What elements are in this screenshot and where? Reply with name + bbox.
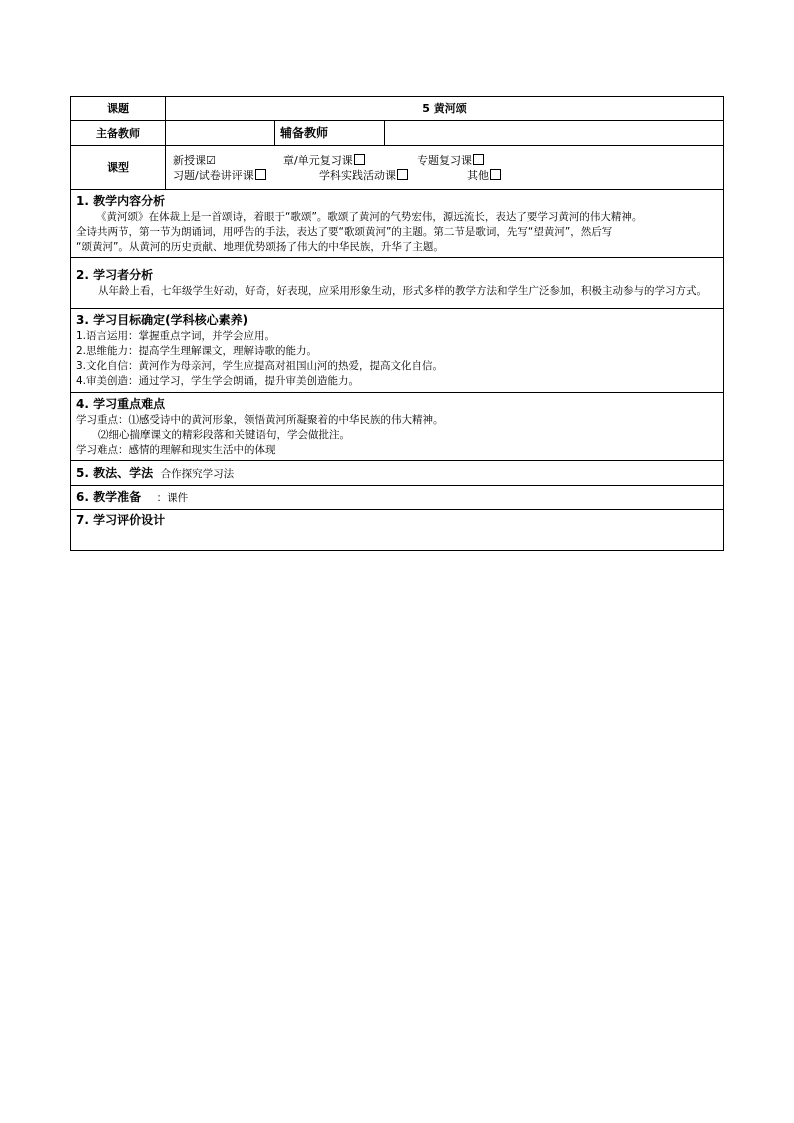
main-teacher-label: 主备教师: [71, 121, 166, 146]
checkbox-topic-review[interactable]: [473, 154, 484, 165]
evaluation-row: [71, 510, 724, 551]
key-focus-1: 学习重点：⑴感受诗中的黄河形象，领悟黄河所凝聚着的中华民族的伟大精神。: [76, 413, 444, 426]
evaluation-cell: [71, 510, 724, 551]
methods-title: 5. 教法、学法: [76, 465, 154, 480]
methods-cell: [71, 461, 724, 486]
content-analysis-title: 1. 教学内容分析: [76, 193, 166, 208]
content-analysis-text: [76, 210, 718, 255]
content-analysis-row: [71, 190, 724, 258]
lesson-type-row-2: [173, 168, 718, 183]
learning-objectives-row: [71, 309, 724, 393]
checkbox-practice-activity[interactable]: [397, 169, 408, 180]
objective-item-1: 1.语言运用：掌握重点字词，并学会应用。: [76, 330, 276, 342]
preparation-title: 6. 教学准备: [76, 490, 142, 504]
option-unit-review[interactable]: 章/单元复习课: [283, 153, 417, 168]
assist-teacher-label: 辅备教师: [275, 121, 385, 146]
lesson-plan-table: [70, 96, 724, 551]
main-teacher-value[interactable]: [166, 121, 275, 146]
content-analysis-cell: [71, 190, 724, 258]
content-analysis-line-1: 《黄河颂》在体裁上是一首颂诗，着眼于“歌颂”。歌颂了黄河的气势宏伟，源远流长，表达了要学习黄河的伟大精神。: [96, 210, 643, 223]
evaluation-title: 7. 学习评价设计: [76, 513, 166, 527]
learning-objectives-title: 3. 学习目标确定(学科核心素养): [76, 313, 249, 327]
key-focus-2: ⑵细心揣摩课文的精彩段落和关键语句，学会做批注。: [98, 428, 350, 441]
key-points-title: 4. 学习重点难点: [76, 396, 166, 411]
option-topic-review[interactable]: 专题复习课: [417, 153, 484, 168]
content-analysis-line-2: 全诗共两节，第一节为朗诵词，用呼告的手法，表达了要“歌颂黄河”的主题。第二节是歌词，先写“望黄河”，然后写: [76, 225, 613, 238]
lesson-type-options: [166, 146, 724, 190]
assist-teacher-value[interactable]: [385, 121, 724, 146]
option-other[interactable]: 其他: [467, 168, 501, 183]
key-points-row: [71, 393, 724, 461]
learner-analysis-text: 从年龄上看，七年级学生好动，好奇，好表现，应采用形象生动，形式多样的教学方法和学生广泛参加，积极主动参与的学习方式。: [98, 285, 707, 297]
lesson-type-row: [71, 146, 724, 190]
preparation-value: ：课件: [156, 492, 189, 504]
topic-label: 课题: [71, 97, 166, 121]
lesson-type-label: 课型: [71, 146, 166, 190]
content-analysis-line-3: “颂黄河”。从黄河的历史贡献、地理优势颂扬了伟大的中华民族，升华了主题。: [76, 240, 444, 253]
checkbox-unit-review[interactable]: [354, 154, 365, 165]
methods-value: 合作探究学习法: [160, 467, 235, 480]
learner-analysis-row: [71, 258, 724, 309]
key-difficulty: 学习难点：感情的理解和现实生活中的体现: [76, 443, 276, 456]
checkbox-exercise-review[interactable]: [255, 169, 266, 180]
preparation-row: [71, 486, 724, 510]
topic-row: [71, 97, 724, 121]
learner-analysis-cell: [71, 258, 724, 309]
learning-objectives-cell: [71, 309, 724, 393]
checkbox-other[interactable]: [490, 169, 501, 180]
preparation-cell: [71, 486, 724, 510]
objective-item-4: 4.审美创造：通过学习，学生学会朗诵，提升审美创造能力。: [76, 375, 360, 387]
learner-analysis-title: 2. 学习者分析: [76, 268, 154, 282]
option-new-lesson[interactable]: 新授课☑: [173, 153, 216, 167]
lesson-type-row-1: [173, 153, 718, 168]
teacher-row: [71, 121, 724, 146]
topic-value: 5 黄河颂: [166, 97, 724, 121]
objective-item-2: 2.思维能力：提高学生理解课文，理解诗歌的能力。: [76, 345, 318, 357]
option-exercise-review[interactable]: 习题/试卷讲评课: [173, 168, 319, 183]
option-practice-activity[interactable]: 学科实践活动课: [319, 168, 467, 183]
methods-row: [71, 461, 724, 486]
objective-item-3: 3.文化自信：黄河作为母亲河，学生应提高对祖国山河的热爱，提高文化自信。: [76, 360, 444, 372]
key-points-cell: [71, 393, 724, 461]
